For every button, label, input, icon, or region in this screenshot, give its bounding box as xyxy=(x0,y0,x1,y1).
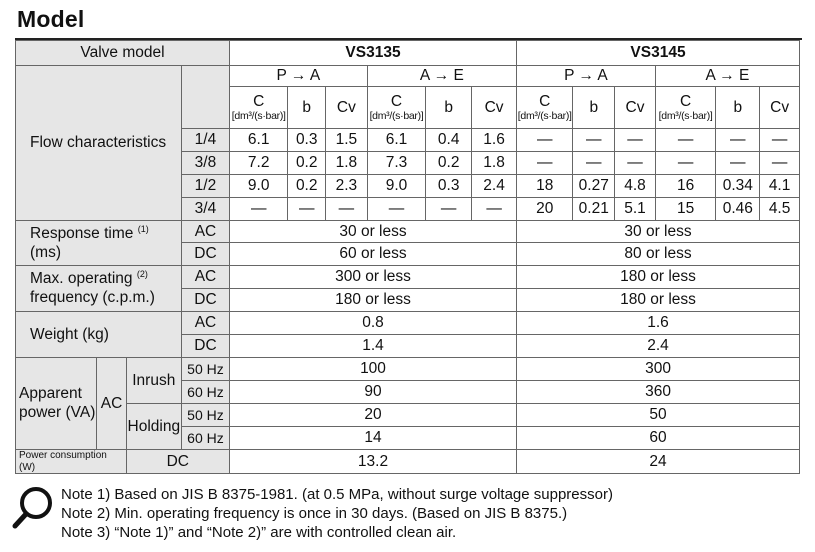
flow-value: 9.0 xyxy=(229,175,287,198)
frequency-ac-vs3145: 180 or less xyxy=(517,266,800,289)
flow-value: 0.2 xyxy=(426,152,472,175)
flow-value: — xyxy=(367,198,425,221)
port-size: 1/2 xyxy=(181,175,229,198)
frequency-ac-vs3135: 300 or less xyxy=(229,266,516,289)
dc-label: DC xyxy=(126,450,229,474)
flow-value: — xyxy=(760,152,800,175)
flow-value: — xyxy=(655,152,716,175)
flow-value: 0.3 xyxy=(426,175,472,198)
inrush-50-vs3135: 100 xyxy=(229,358,516,381)
response-dc-vs3135: 60 or less xyxy=(229,243,516,266)
cv-header: Cv xyxy=(472,87,517,129)
flow-value: 15 xyxy=(655,198,716,221)
flow-value: 1.5 xyxy=(326,129,368,152)
response-ac-vs3135: 30 or less xyxy=(229,221,516,243)
flow-value: — xyxy=(288,198,326,221)
flow-value: 7.2 xyxy=(229,152,287,175)
notes xyxy=(61,485,613,542)
direction-header: P → A xyxy=(229,66,367,87)
weight-ac-vs3145: 1.6 xyxy=(517,312,800,335)
direction-header: A → E xyxy=(367,66,516,87)
holding-60-vs3145: 60 xyxy=(517,427,800,450)
model-vs3135: VS3135 xyxy=(229,41,516,66)
flow-value: 2.3 xyxy=(326,175,368,198)
response-time-label: Response time $^{(1)}$ (ms) xyxy=(16,221,182,266)
flow-value: 0.2 xyxy=(288,175,326,198)
c-header: C [dm³/(s·bar)] xyxy=(655,87,716,129)
hz-50-label: 50 Hz xyxy=(181,404,229,427)
table-row xyxy=(16,266,800,289)
flow-value: — xyxy=(615,129,656,152)
apparent-ac-label: AC xyxy=(97,358,126,450)
inrush-label: Inrush xyxy=(126,358,181,404)
flow-value: — xyxy=(655,129,716,152)
table-row xyxy=(16,66,800,87)
frequency-dc-vs3145: 180 or less xyxy=(517,289,800,312)
table-row xyxy=(16,358,800,381)
flow-value: 0.34 xyxy=(716,175,760,198)
flow-value: 0.46 xyxy=(716,198,760,221)
inrush-60-vs3145: 360 xyxy=(517,381,800,404)
hz-60-label: 60 Hz xyxy=(181,427,229,450)
inrush-60-vs3135: 90 xyxy=(229,381,516,404)
flow-value: 4.1 xyxy=(760,175,800,198)
note-3: Note 3) “Note 1)” and “Note 2)” are with controlled clean air. xyxy=(61,524,457,541)
flow-value: — xyxy=(517,152,573,175)
holding-label: Holding xyxy=(126,404,181,450)
power-consumption-label: Power consumption (W) xyxy=(16,450,127,474)
flow-value: — xyxy=(326,198,368,221)
port-size: 1/4 xyxy=(181,129,229,152)
b-header: b xyxy=(716,87,760,129)
flow-label: Flow characteristics xyxy=(16,66,182,221)
cv-header: Cv xyxy=(615,87,656,129)
cv-header: Cv xyxy=(760,87,800,129)
table-row xyxy=(16,450,800,474)
flow-value: — xyxy=(573,129,615,152)
direction-header: P → A xyxy=(517,66,656,87)
ac-label: AC xyxy=(181,266,229,289)
flow-value: 7.3 xyxy=(367,152,425,175)
flow-value: 1.8 xyxy=(472,152,517,175)
power-vs3145: 24 xyxy=(517,450,800,474)
flow-value: — xyxy=(573,152,615,175)
flow-value: 0.3 xyxy=(288,129,326,152)
holding-50-vs3145: 50 xyxy=(517,404,800,427)
dc-label: DC xyxy=(181,289,229,312)
holding-60-vs3135: 14 xyxy=(229,427,516,450)
max-frequency-label: Max. operating $^{(2)}$ frequency (c.p.m.) xyxy=(16,266,182,312)
weight-label: Weight (kg) xyxy=(16,312,182,358)
flow-value: 5.1 xyxy=(615,198,656,221)
dc-label: DC xyxy=(181,243,229,266)
note-2: Note 2) Min. operating frequency is once in 30 days. (Based on JIS B 8375.) xyxy=(61,505,568,522)
flow-value: 6.1 xyxy=(367,129,425,152)
frequency-dc-vs3135: 180 or less xyxy=(229,289,516,312)
flow-value: — xyxy=(517,129,573,152)
cv-header: Cv xyxy=(326,87,368,129)
valve-model-label: Valve model xyxy=(16,41,230,66)
b-header: b xyxy=(288,87,326,129)
c-unit: [dm³/(s·bar)] xyxy=(658,110,713,122)
b-header: b xyxy=(573,87,615,129)
c-unit: [dm³/(s·bar)] xyxy=(369,110,424,122)
power-vs3135: 13.2 xyxy=(229,450,516,474)
flow-value: 9.0 xyxy=(367,175,425,198)
flow-value: 4.8 xyxy=(615,175,656,198)
flow-value: 0.21 xyxy=(573,198,615,221)
flow-value: — xyxy=(472,198,517,221)
ac-label: AC xyxy=(181,221,229,243)
flow-value: — xyxy=(760,129,800,152)
flow-value: 1.8 xyxy=(326,152,368,175)
port-size: 3/8 xyxy=(181,152,229,175)
weight-dc-vs3145: 2.4 xyxy=(517,335,800,358)
hz-60-label: 60 Hz xyxy=(181,381,229,404)
dc-label: DC xyxy=(181,335,229,358)
inrush-50-vs3145: 300 xyxy=(517,358,800,381)
flow-value: 4.5 xyxy=(760,198,800,221)
flow-value: 0.2 xyxy=(288,152,326,175)
flow-value: 0.27 xyxy=(573,175,615,198)
table-row xyxy=(16,41,800,66)
port-size: 3/4 xyxy=(181,198,229,221)
c-header: C [dm³/(s·bar)] xyxy=(229,87,287,129)
note-1: Note 1) Based on JIS B 8375-1981. (at 0.5 MPa, without surge voltage suppressor) xyxy=(61,486,613,503)
page-title: Model xyxy=(17,6,85,32)
c-unit: [dm³/(s·bar)] xyxy=(517,110,572,122)
flow-value: — xyxy=(716,152,760,175)
flow-value: — xyxy=(716,129,760,152)
flow-value: 16 xyxy=(655,175,716,198)
flow-value: 1.6 xyxy=(472,129,517,152)
port-header xyxy=(181,66,229,129)
flow-value: 18 xyxy=(517,175,573,198)
flow-value: — xyxy=(615,152,656,175)
flow-value: — xyxy=(229,198,287,221)
flow-value: 20 xyxy=(517,198,573,221)
table-row xyxy=(16,404,800,427)
c-header: C [dm³/(s·bar)] xyxy=(517,87,573,129)
flow-value: 2.4 xyxy=(472,175,517,198)
response-ac-vs3145: 30 or less xyxy=(517,221,800,243)
magnifier-icon xyxy=(10,484,54,530)
flow-value: 6.1 xyxy=(229,129,287,152)
apparent-power-label: Apparent power (VA) xyxy=(16,358,97,450)
weight-ac-vs3135: 0.8 xyxy=(229,312,516,335)
c-unit: [dm³/(s·bar)] xyxy=(231,110,286,122)
flow-value: — xyxy=(426,198,472,221)
holding-50-vs3135: 20 xyxy=(229,404,516,427)
table-row xyxy=(16,221,800,243)
hz-50-label: 50 Hz xyxy=(181,358,229,381)
flow-value: 0.4 xyxy=(426,129,472,152)
c-header: C [dm³/(s·bar)] xyxy=(367,87,425,129)
b-header: b xyxy=(426,87,472,129)
model-vs3145: VS3145 xyxy=(517,41,800,66)
response-dc-vs3145: 80 or less xyxy=(517,243,800,266)
weight-dc-vs3135: 1.4 xyxy=(229,335,516,358)
ac-label: AC xyxy=(181,312,229,335)
valve-spec-table xyxy=(15,40,800,474)
table-row xyxy=(16,312,800,335)
direction-header: A → E xyxy=(655,66,799,87)
